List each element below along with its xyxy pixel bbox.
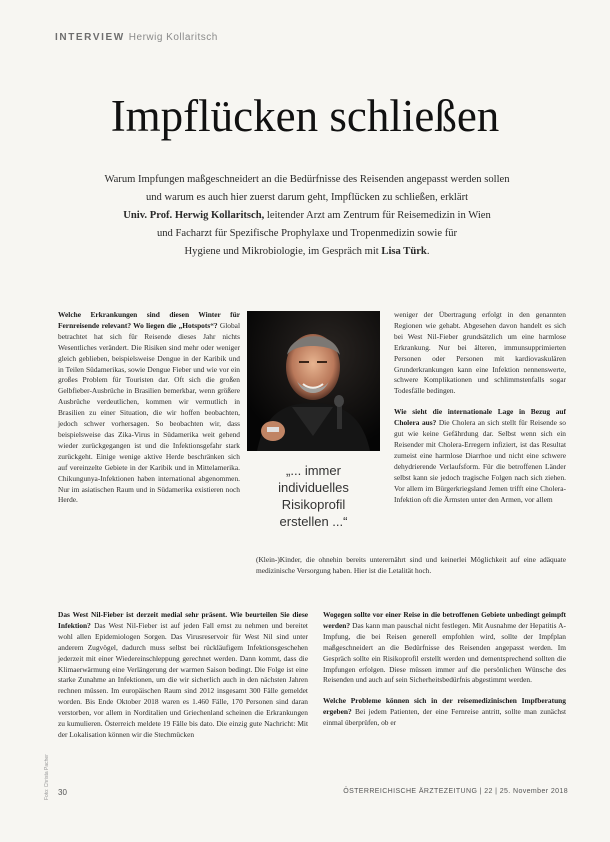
lead-line-3 — [74, 207, 540, 225]
interview-question: Wogegen sollte vor einer Reise in die betroffenen Gebiete unbedingt geimpft werden? — [323, 610, 566, 630]
interview-answer: Das kann man pauschal nicht festlegen. Mit Ausnahme der Hepatitis A-Impfung, die bei Reisen generell empfohlen wird, sollte der Impfplan maßgeschneidert an die Bedürfnisse des Reisenden angepasst werden. Im Gespräch sollte ein Risikoprofil erstellt werden und dementsprechend sollten die Impfungen erfolgen. Diese müssen immer auf die persönlichen Wünsche des Reisenden und auch auf sein Sicherheitsbedürfnis abgestimmt werden. — [323, 620, 566, 685]
left-column-top — [58, 310, 240, 516]
interview-paragraph — [394, 310, 566, 397]
lead-line-5-start: Hygiene und Mikrobiologie, im Gespräch mit — [184, 246, 382, 257]
portrait-photo — [247, 311, 380, 451]
lead-line-5 — [74, 243, 540, 261]
interview-paragraph — [394, 407, 566, 505]
interview-question: Wie sieht die internationale Lage in Bezug auf Cholera aus? — [394, 407, 566, 428]
interview-answer: Bei jedem Patienten, der eine Fernreise antritt, sollte man zunächst einmal überprüfen, ob er — [323, 707, 566, 728]
pull-quote-line: individuelles — [278, 480, 349, 495]
interview-paragraph — [323, 610, 566, 686]
lead-line-5-end: . — [426, 246, 430, 257]
interview-answer: weniger der Übertragung erfolgt in den genannten Regionen wie gehabt. Abgesehen davon handelt es sich bei West Nil-Fieber grundsätzlich um eine harmlose Erkrankung. Nur bei älteren, immunsupprimierten Personen oder Personen mit kardiovaskulären Grunderkrankungen kann eine Infektion nennenswerte, schwere Komplikationen und schlimmstenfalls sogar Todesfälle bedingen. — [394, 310, 566, 396]
interview-paragraph — [323, 696, 566, 729]
interview-answer: Das West Nil-Fieber ist auf jeden Fall ernst zu nehmen und bereitet wohl allen Epidemiologen Sorgen. Das Virusreservoir für West Nil sind unter anderem Zugvögel, dadurch muss selbst bei rückläufigem Infektionsgeschehen jederzeit mit einer Wiedereinschleppung gerechnet werden. Dann kommt, dass die Klimaerwärmung eine Verlängerung der warmen Saison bedingt. Die Folge ist eine starke Zunahme an Infektionen, um die wir sicherlich auch in den nächsten Jahren rechnen müssen. Im europäischen Raum sind 2012 insgesamt 300 Fälle gemeldet worden. Bis Ende Oktober 2018 waren es 1.460 Fälle, 170 Personen sind daran verstorben, vor allem in Norditalien und Griechenland scheinen die Erkrankungen zu kumulieren. Österreich meldete 19 Fälle bis dato. Die einzig gute Nachricht: Mit der Lokalisation können wir die Stechmücken — [58, 620, 308, 739]
interview-paragraph — [58, 610, 308, 741]
lead-line-1: Warum Impfungen maßgeschneidert an die Bedürfnisse des Reisenden angepasst werden sollen — [104, 174, 510, 185]
article-title: Impflücken schließen — [110, 91, 500, 141]
page-footer — [58, 788, 568, 802]
section-kicker — [55, 32, 218, 43]
interview-question: Das West Nil-Fieber ist derzeit medial sehr präsent. Wie beurteilen Sie diese Infektion? — [58, 610, 308, 630]
pull-quote — [247, 462, 380, 530]
page-number: 30 — [58, 788, 67, 797]
interview-answer: Die Cholera an sich stellt für Reisende so gut wie keine Gefährdung dar. Selbst wenn sich ein Reisender mit Cholera-Erregern infiziert, ist das Resultat zumeist eine harmlose Diarrhoe und nicht eine schwere dehydrierende Verlaufsform. Für die betroffenen Länder selbst kann sie jedoch tragische Folgen nach sich ziehen. Vor allem im Bürgerkriegsland Jemen trifft eine Cholera-Infektion oft die Ärmsten unter den Armen, vor allem — [394, 418, 566, 504]
right-column-bottom — [323, 610, 566, 739]
lead-interviewer-name: Lisa Türk — [381, 246, 427, 257]
lead-line-4: und Facharzt für Spezifische Prophylaxe und Tropenmedizin sowie für — [156, 228, 458, 239]
kicker-interviewee: Herwig Kollaritsch — [128, 32, 218, 43]
pull-quote-line: erstellen ...“ — [279, 514, 348, 529]
interview-question: Welche Probleme können sich in der reisemedizinischen Impfberatung ergeben? — [323, 696, 566, 717]
kicker-section-label: INTERVIEW — [55, 32, 125, 43]
left-column-bottom — [58, 610, 308, 751]
continued-text: (Klein-)Kinder, die ohnehin bereits unterernährt sind und keinerlei Möglichkeit auf eine adäquate medizinische Versorgung haben. Hier ist die Letalität hoch. — [256, 555, 566, 575]
article-lead — [74, 171, 540, 261]
right-column-top — [394, 310, 566, 515]
lead-line-3-rest: leitender Arzt am Zentrum für Reisemedizin in Wien — [264, 210, 491, 221]
interview-paragraph — [58, 310, 240, 506]
pull-quote-line: „... immer — [286, 463, 341, 478]
lead-line-2: und warum es auch hier zuerst darum geht, Impflücken zu schließen, erklärt — [145, 192, 469, 203]
pull-quote-line: Risikoprofil — [281, 497, 346, 512]
photo-credit: Foto: Christa Pacher — [44, 754, 50, 800]
interview-answer: Global betrachtet hat sich für Reisende dieses Jahr nichts Wesentliches verändert. Die Risiken sind mehr oder weniger gleich geblieben, beispielsweise Dengue in der Karibik und in Teilen Südamerikas, sowie Dengue Fieber und wie vor ein großes Problem für Touristen dar. Oft sich die großen Gelbfieber-Ausbrüche in Brasilien bemerkbar, wenn größere Ausbrüche verdeutlichen, kommen wir vermutlich in Brasilien zu einer Situation, die wir hoffen beobachten, jedoch schwer vorhersagen. So beobachten wir, dass beispielsweise das Zika-Virus in Südamerika weit gehend wieder zurückgegangen ist und die Infektionsgefahr stark zurückgeht. Einige wenige aktive Herde beschränken sich auf vereinzelte Gebiete in der Karibik und in Mittelamerika. Chikungunya-Infektionen haben international abgenommen. Nur im asiatischen Raum und in Südamerika existieren noch Herde. — [58, 320, 241, 505]
interview-question: Welche Erkrankungen sind diesen Winter für Fernreisende relevant? Wo liegen die „Hotspots“? — [58, 310, 240, 330]
lead-interviewee-name: Univ. Prof. Herwig Kollaritsch, — [123, 210, 265, 221]
publication-info: ÖSTERREICHISCHE ÄRZTEZEITUNG | 22 | 25. November 2018 — [343, 788, 568, 795]
